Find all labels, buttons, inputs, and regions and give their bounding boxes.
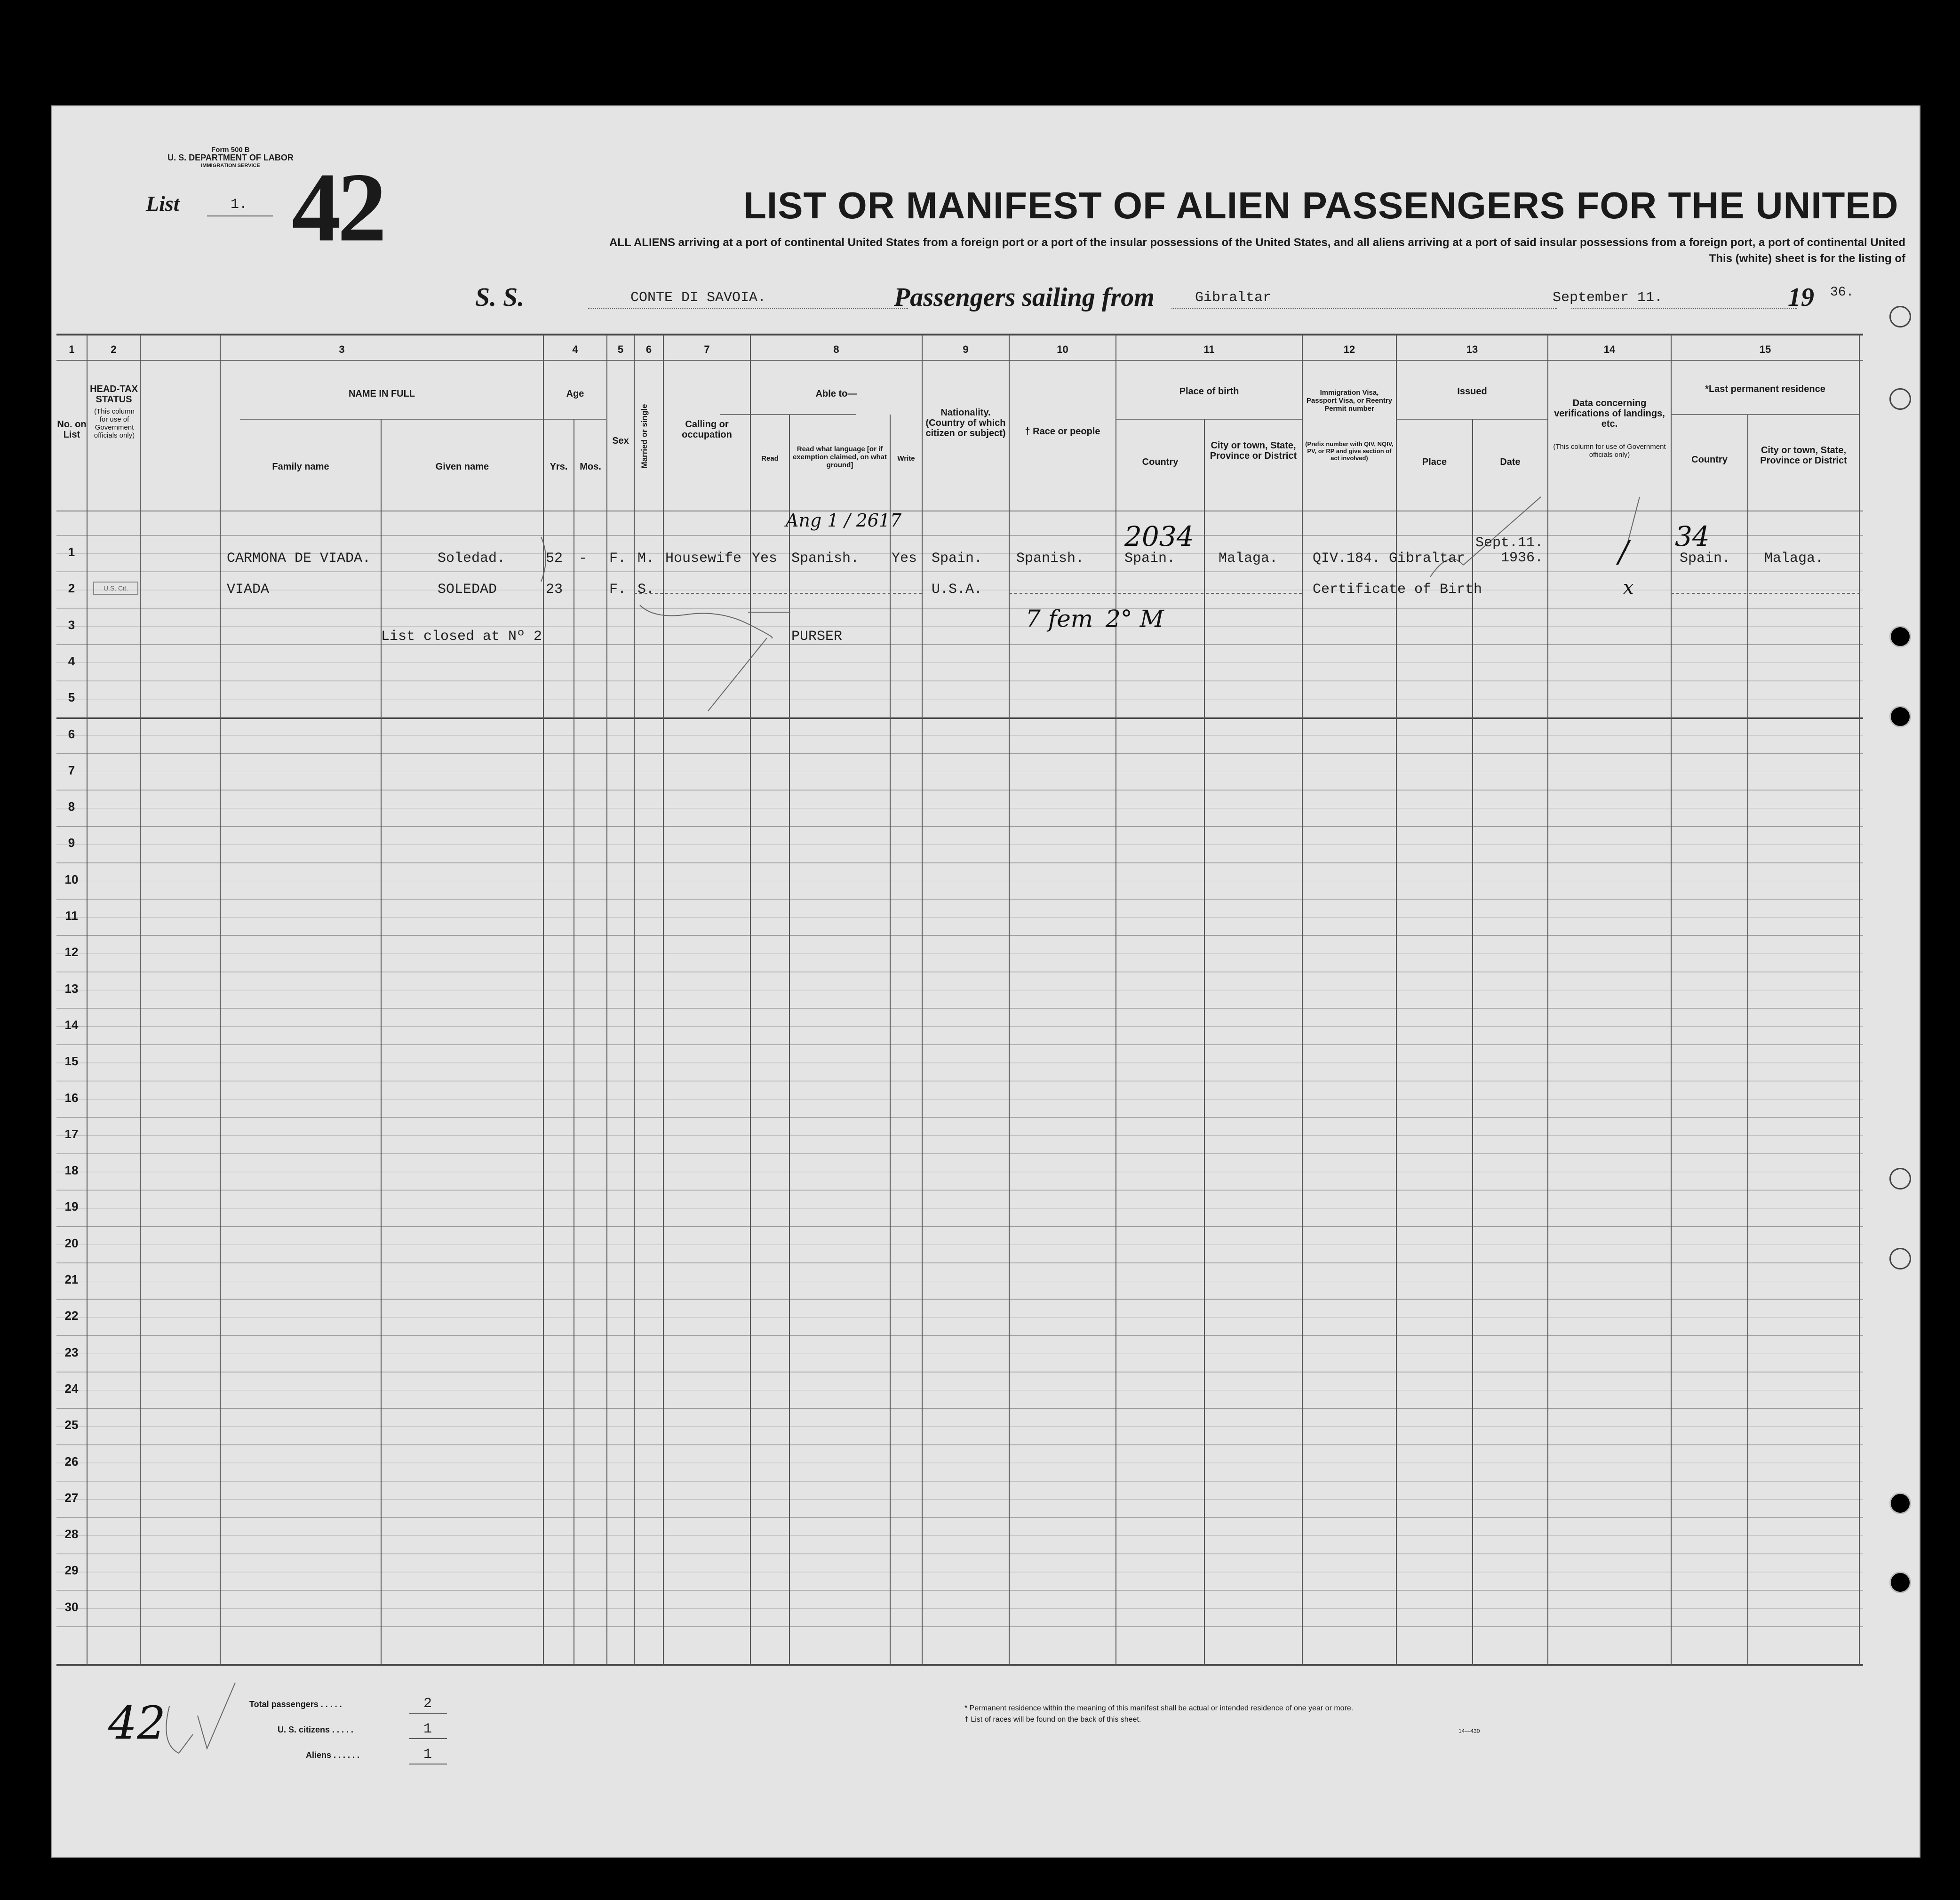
family-name: CARMONA DE VIADA. [227,551,371,567]
birth-city: Malaga. [1219,551,1278,567]
stamp-number: 42 [292,153,383,262]
column-number: 9 [963,343,969,355]
header-residence-country: Country [1691,455,1728,465]
row-number: 20 [64,1236,79,1250]
header-age: Age [566,389,584,399]
row-number: 26 [64,1454,79,1469]
header-nationality: Nationality. (Country of which citizen or subject) [925,407,1006,439]
header-given-name: Given name [435,462,489,472]
head-tax-stamp: U.S. Cit. [93,582,138,595]
age-months: - [579,551,588,567]
footnote-races: † List of races will be found on the back of this sheet. [964,1716,1141,1724]
read-language: Spanish. [791,551,860,567]
header-married-or-single: Married or single [640,404,649,469]
column-number: 12 [1343,343,1355,355]
row-number: 29 [64,1563,79,1578]
row-number: 27 [64,1490,79,1505]
row-number: 8 [68,799,75,814]
binder-hole [1889,388,1911,410]
column-number: 15 [1759,343,1771,355]
binder-hole [1889,1168,1911,1189]
header-visa-note: (Prefix number with QIV, NQIV, PV, or RP and give section of act involved) [1305,440,1394,462]
column-number: 7 [704,343,710,355]
header-verifications: Data concerning verifications of landings, etc. [1554,398,1665,429]
column-number: 10 [1057,343,1068,355]
row-number: 24 [64,1381,79,1396]
list-value: 1. [231,197,248,213]
verification-mark: / [1618,535,1629,569]
row-number: 19 [64,1199,79,1214]
column-number: 14 [1603,343,1616,355]
form-number: Form 500 B [211,146,250,154]
row-number: 23 [64,1345,79,1359]
row-number: 6 [68,726,75,741]
form-subtitle-1: ALL ALIENS arriving at a port of continental United States from a foreign port or a port of the insular possessions of the United States, and all aliens arriving at a port of said insular possessions from a foreign port, a port of continental United [609,236,1905,249]
row-number: 18 [64,1163,79,1178]
header-issued-date: Date [1500,457,1521,467]
us-citizens-value: 1 [423,1721,432,1737]
purser-label: PURSER [791,629,843,645]
verification-mark: x [1623,577,1634,599]
row-number: 15 [64,1054,79,1069]
column-number: 6 [645,343,652,355]
row-number: 10 [64,872,79,886]
row-number: 4 [68,654,75,668]
row-number: 28 [64,1527,79,1541]
family-name: VIADA [227,582,270,598]
row-number: 22 [64,1309,79,1323]
header-verifications-note: (This column for use of Government officials only) [1553,443,1666,459]
header-calling: Calling or occupation [682,419,732,440]
department: U. S. DEPARTMENT OF LABOR [167,153,294,162]
row-number: 25 [64,1418,79,1432]
year-prefix: 19 [1788,283,1814,312]
binder-hole [1889,626,1911,647]
binder-hole [1889,306,1911,327]
row-number: 14 [64,1017,79,1032]
visa-number: Certificate of Birth [1313,582,1482,598]
given-name: SOLEDAD [438,582,497,598]
table-grid [52,106,1920,1857]
total-passengers-label: Total passengers . . . . . [249,1700,342,1709]
sex: F. [609,551,627,567]
binder-hole [1889,706,1911,727]
row-number: 12 [64,945,79,959]
header-race: † Race or people [1025,426,1100,437]
header-name-in-full: NAME IN FULL [348,389,415,399]
header-issued: Issued [1457,386,1487,397]
handwritten-bottom-note: 42 [108,1697,166,1749]
column-number: 3 [339,343,345,355]
us-citizens-underline [409,1738,447,1739]
issued-place: Gibraltar [1389,551,1466,567]
year-suffix: 36. [1830,285,1854,300]
header-place-of-birth: Place of birth [1179,386,1239,397]
marital-status: M. [637,551,655,567]
header-yrs: Yrs. [550,462,568,472]
age-years: 23 [546,582,563,598]
handwritten-race-note: 7 fem [1026,605,1093,632]
sailing-label: Passengers sailing from [894,283,1155,312]
age-years: 52 [546,551,563,567]
footnote-residence: * Permanent residence within the meaning of this manifest shall be actual or intended residence of one year or more. [964,1704,1354,1712]
list-label: List [146,192,180,216]
column-number: 2 [111,343,117,355]
service: IMMIGRATION SERVICE [201,163,260,168]
column-number: 1 [69,343,75,355]
marital-status: S. [637,582,655,598]
manifest-page [51,105,1920,1858]
residence-city: Malaga. [1764,551,1824,567]
binder-hole [1889,1248,1911,1269]
row-number: 16 [64,1090,79,1105]
header-no-on-list: No. on List [57,419,87,440]
header-family-name: Family name [272,462,329,472]
row-number: 21 [64,1272,79,1286]
port-name: Gibraltar [1195,290,1272,306]
header-mos: Mos. [580,462,601,472]
row-number: 7 [68,763,75,777]
row-number: 9 [68,836,75,850]
aliens-label: Aliens . . . . . . [306,1750,360,1760]
handwritten-residence-note: 34 [1675,520,1710,552]
ss-label: S. S. [475,283,525,312]
column-number: 5 [617,343,624,355]
row-number: 13 [64,981,79,996]
row-number: 1 [68,545,75,559]
handwritten-birth-note: 2034 [1124,520,1194,552]
birth-country: Spain. [1124,551,1176,567]
header-birth-city: City or town, State, Province or District [1210,440,1297,461]
header-head-tax-note: (This column for use of Government officials only) [94,407,135,439]
row-number: 3 [68,617,75,632]
sex: F. [609,582,627,598]
column-number: 4 [572,343,578,355]
nationality: U.S.A. [932,582,983,598]
row-number: 2 [68,581,75,596]
header-read-language: Read what language [or if exemption claimed, on what ground] [792,445,887,469]
us-citizens-label: U. S. citizens . . . . . [278,1725,354,1734]
total-underline [409,1713,447,1714]
occupation: Housewife [665,551,742,567]
header-issued-place: Place [1422,457,1447,467]
form-title: LIST OR MANIFEST OF ALIEN PASSENGERS FOR THE UNITED [743,184,1899,226]
binder-hole [1889,1572,1911,1593]
handwritten-read-note: Ang 1 / 2617 [786,510,902,531]
row-number: 30 [64,1599,79,1614]
can-write: Yes [892,551,917,567]
form-subtitle-2: This (white) sheet is for the listing of [1709,252,1905,265]
list-closed-note: List closed at Nº 2 [381,629,542,645]
header-able-to: Able to— [815,389,857,399]
handwritten-race-note-2: 2° M [1106,605,1164,632]
print-code: 14—430 [1458,1728,1480,1734]
header-read: Read [761,455,779,463]
visa-number: QIV.184. [1313,551,1381,567]
header-residence-city: City or town, State, Province or District [1760,445,1847,466]
total-passengers-value: 2 [423,1696,432,1712]
header-visa: Immigration Visa, Passport Visa, or Reentry Permit number [1306,389,1393,413]
can-read: Yes [752,551,778,567]
given-name: Soledad. [438,551,506,567]
header-last-residence: *Last permanent residence [1705,384,1825,394]
aliens-value: 1 [423,1747,432,1763]
row-number: 17 [64,1126,79,1141]
column-number: 11 [1203,343,1215,355]
header-birth-country: Country [1142,457,1179,467]
nationality: Spain. [932,551,983,567]
sailing-date: September 11. [1553,290,1663,306]
ship-name: CONTE DI SAVOIA. [630,290,766,306]
binder-hole [1889,1493,1911,1514]
column-number: 13 [1466,343,1478,355]
row-number: 11 [65,909,78,923]
residence-country: Spain. [1680,551,1731,567]
header-write: Write [897,455,915,463]
header-sex: Sex [612,436,629,446]
row-number: 5 [68,690,75,705]
header-head-tax: HEAD-TAX STATUS [90,384,138,405]
issued-date: Sept.11. 1936. [1475,535,1543,566]
column-number: 8 [833,343,839,355]
race: Spanish. [1016,551,1084,567]
